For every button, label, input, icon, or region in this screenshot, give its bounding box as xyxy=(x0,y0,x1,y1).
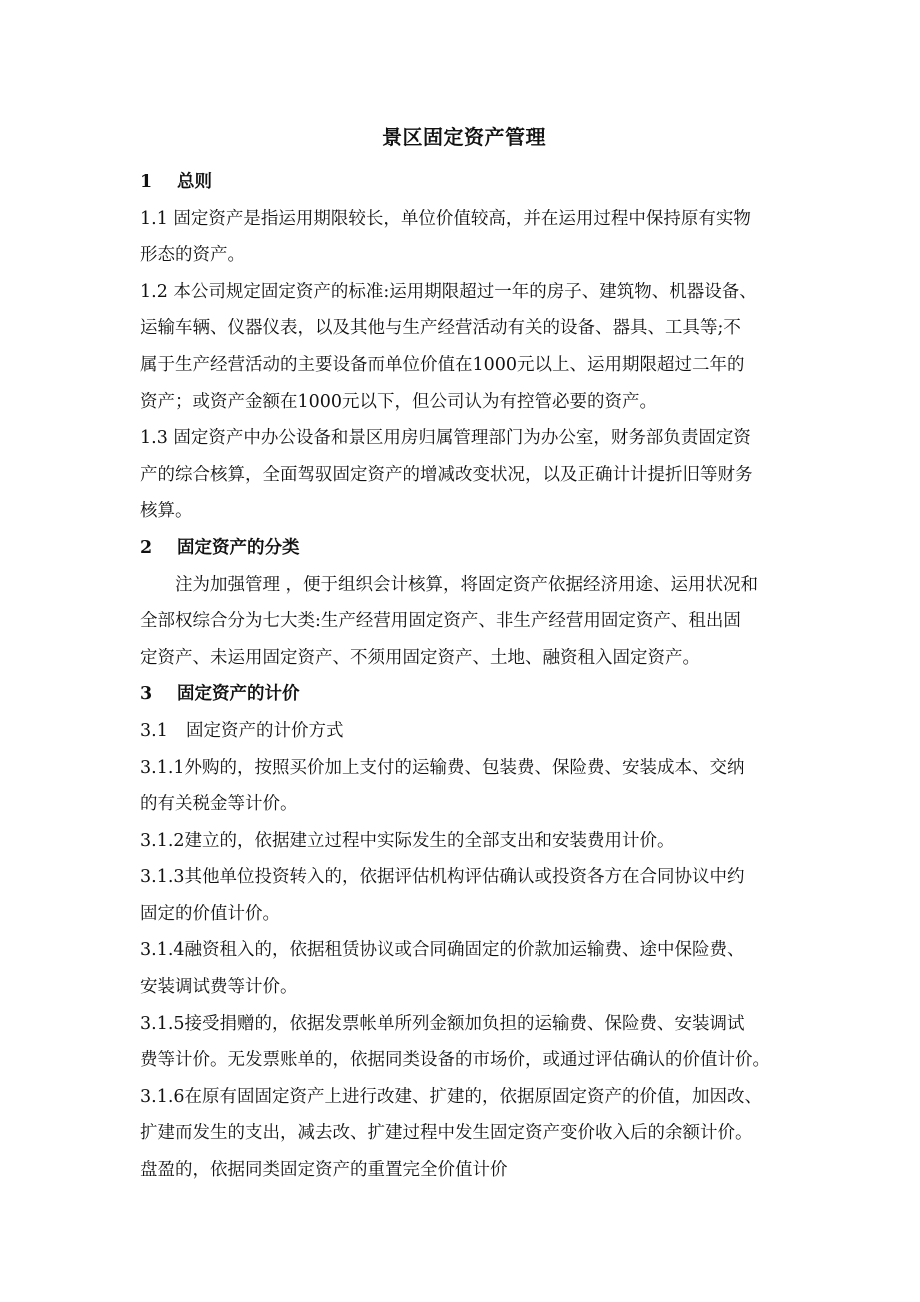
section-heading xyxy=(140,676,788,713)
paragraph-line: 1.2 本公司规定固定资产的标准:运用期限超过一年的房子、建筑物、机器设备、 xyxy=(140,281,757,302)
paragraph-line: 3.1.6在原有固固定资产上进行改建、扩建的，依据原固定资产的价值，加因改、 xyxy=(140,1086,763,1107)
paragraph-line: 资产；或资产金额在1000元以下，但公司认为有控管必要的资产。 xyxy=(140,391,658,412)
paragraph-line: 运输车辆、仪器仪表，以及其他与生产经营活动有关的设备、器具、工具等;不 xyxy=(140,318,741,339)
section-title: 固定资产的计价 xyxy=(177,684,300,705)
paragraph-line: 3.1.2建立的，依据建立过程中实际发生的全部支出和安装费用计价。 xyxy=(140,830,675,851)
paragraph-line: 安装调试费等计价。 xyxy=(140,977,298,998)
paragraph-line: 形态的资产。 xyxy=(140,245,245,266)
section-title: 总则 xyxy=(177,172,212,192)
section-heading xyxy=(140,164,788,201)
paragraph-line: 1.3 固定资产中办公设备和景区用房归属管理部门为办公室，财务部负责固定资 xyxy=(140,428,751,449)
paragraph-line: 全部权综合分为七大类:生产经营用固定资产、非生产经营用固定资产、租出固 xyxy=(140,611,741,632)
section-heading xyxy=(140,530,788,567)
document-body xyxy=(140,122,788,1189)
paragraph-line: 固定的价值计价。 xyxy=(140,903,280,924)
paragraph-line: 核算。 xyxy=(140,501,193,522)
paragraph-line: 3.1.1外购的，按照买价加上支付的运输费、包装费、保险费、安装成本、交纳 xyxy=(140,757,745,778)
paragraph-line: 3.1.4融资租入的，依据租赁协议或合同确固定的价款加运输费、途中保险费、 xyxy=(140,940,745,961)
document-title: 景区固定资产管理 xyxy=(382,125,546,149)
section-title: 固定资产的分类 xyxy=(177,537,300,558)
paragraph-line: 产的综合核算，全面驾驭固定资产的增减改变状况，以及正确计计提折旧等财务 xyxy=(140,464,753,485)
section-title: 固定资产的计价方式 xyxy=(186,720,344,741)
paragraph-line: 费等计价。无发票账单的，依据同类设备的市场价，或通过评估确认的价值计价。 xyxy=(140,1050,770,1071)
section-number: 3 xyxy=(140,684,153,705)
section-number: 2 xyxy=(140,537,153,558)
paragraph-line: 盘盈的，依据同类固定资产的重置完全价值计价 xyxy=(140,1160,508,1181)
section-number: 1 xyxy=(140,172,153,192)
paragraph-line: 注为加强管理 ，便于组织会计核算，将固定资产依据经济用途、运用状况和 xyxy=(175,574,759,595)
paragraph-line: 3.1.3其他单位投资转入的，依据评估机构评估确认或投资各方在合同协议中约 xyxy=(140,867,745,888)
document-text xyxy=(140,164,788,1189)
paragraph-line: 定资产、未运用固定资产、不须用固定资产、土地、融资租入固定资产。 xyxy=(140,647,700,668)
paragraph-line: 扩建而发生的支出，减去改、扩建过程中发生固定资产变价收入后的余额计价。 xyxy=(140,1123,753,1144)
section-number: 3.1 xyxy=(140,720,168,741)
paragraph-line: 的有关税金等计价。 xyxy=(140,794,298,815)
paragraph-line: 1.1 固定资产是指运用期限较长，单位价值较高，并在运用过程中保持原有实物 xyxy=(140,208,751,229)
subsection-heading xyxy=(140,713,788,750)
paragraph-line: 3.1.5接受捐赠的，依据发票帐单所列金额加负担的运输费、保险费、安装调试 xyxy=(140,1013,745,1034)
paragraph-line: 属于生产经营活动的主要设备而单位价值在1000元以上、运用期限超过二年的 xyxy=(140,354,745,375)
